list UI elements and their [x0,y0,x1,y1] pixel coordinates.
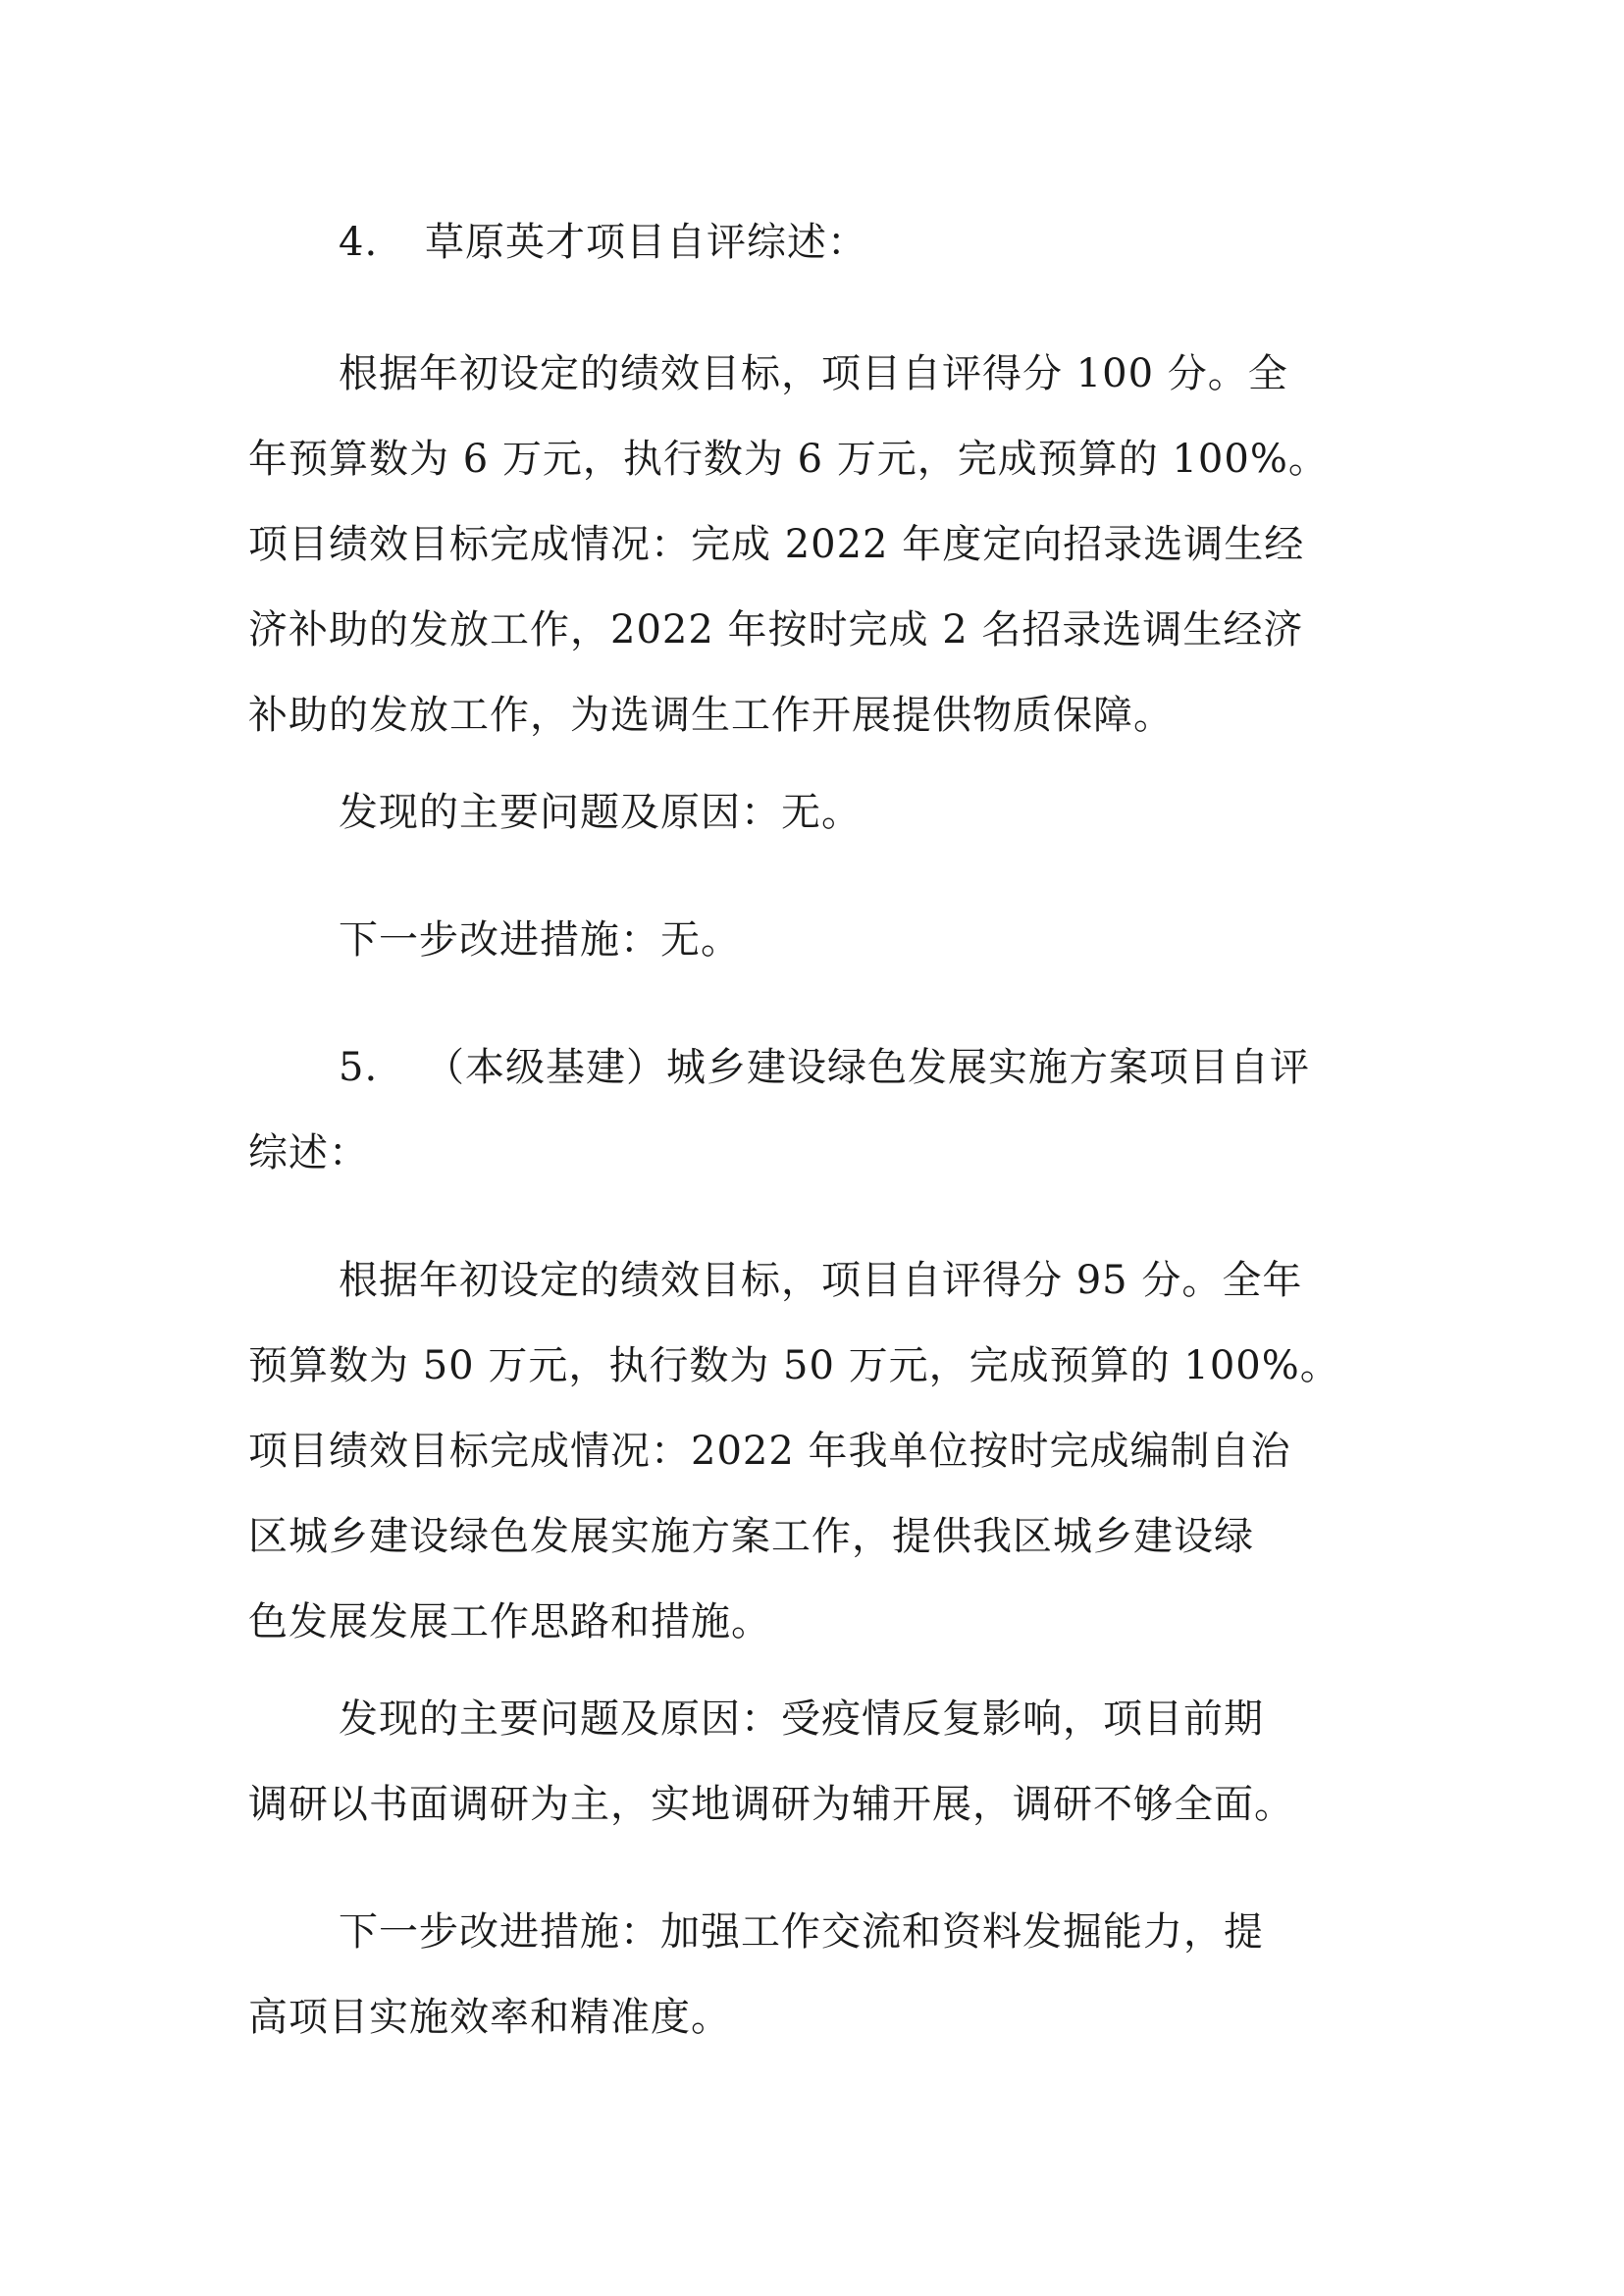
paragraph-line: 调研以书面调研为主，实地调研为辅开展，调研不够全面。 [248,1782,1294,1827]
paragraph-line: 济补助的发放工作，2022 年按时完成 2 名招录选调生经济 [248,607,1304,652]
section-5-problems [248,1677,1396,1848]
paragraph-line: 发现的主要问题及原因：无。 [339,790,862,835]
section-4-number: 4. [339,220,379,265]
paragraph-line: 根据年初设定的绩效目标，项目自评得分 100 分。全 [339,351,1288,396]
paragraph-line: 高项目实施效率和精准度。 [248,1995,731,2040]
paragraph-line: 年预算数为 6 万元，执行数为 6 万元，完成预算的 100%。 [248,437,1329,482]
section-4-title: 草原英才项目自评综述： [425,220,867,265]
paragraph-line: 项目绩效目标完成情况：完成 2022 年度定向招录选调生经 [248,522,1305,567]
paragraph-line: 根据年初设定的绩效目标，项目自评得分 95 分。全年 [339,1258,1303,1303]
section-5-summary [248,1238,1396,1665]
paragraph-line: 发现的主要问题及原因：受疫情反复影响，项目前期 [339,1696,1264,1742]
section-5-title: （本级基建）城乡建设绿色发展实施方案项目自评 [425,1045,1310,1090]
paragraph-line: 色发展发展工作思路和措施。 [248,1599,771,1644]
paragraph-line: 预算数为 50 万元，执行数为 50 万元，完成预算的 100%。 [248,1343,1340,1388]
section-5-title-continued: 综述： [248,1130,369,1175]
paragraph-line: 下一步改进措施：加强工作交流和资料发掘能力，提 [339,1909,1264,1955]
paragraph-line: 补助的发放工作，为选调生工作开展提供物质保障。 [248,693,1174,738]
paragraph-line: 下一步改进措施：无。 [339,917,741,963]
section-4-summary [248,332,1396,758]
section-4-problems [248,770,1396,856]
section-4-heading [248,200,1396,286]
section-5-improvements [248,1890,1396,2061]
paragraph-line: 项目绩效目标完成情况：2022 年我单位按时完成编制自治 [248,1429,1291,1474]
section-5-number: 5. [339,1045,379,1090]
paragraph-line: 区城乡建设绿色发展实施方案工作，提供我区城乡建设绿 [248,1514,1254,1559]
section-4-improvements [248,898,1396,983]
section-5-heading [248,1025,1396,1196]
